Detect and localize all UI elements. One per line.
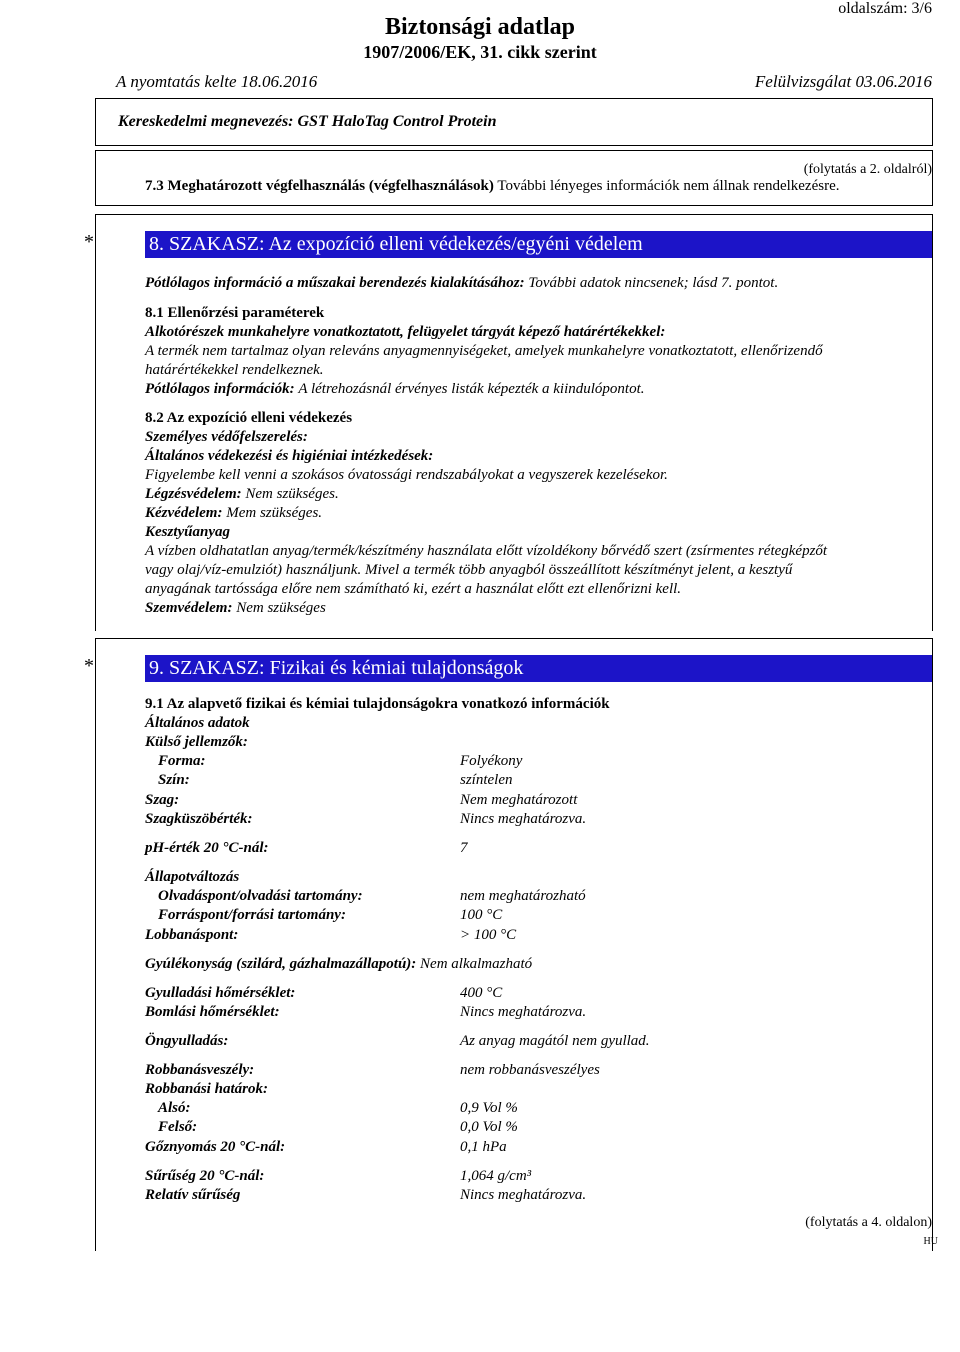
flash-point-value: > 100 °C [460,927,517,943]
hygiene-heading: Általános védekezési és higiéniai intézkedések: [145,448,434,464]
section-8-2-title: 8.2 Az expozíció elleni védekezés [145,410,353,426]
color-label: Szín: [158,772,190,788]
relative-density-value: Nincs meghatározva. [460,1187,587,1203]
revision-star: * [84,231,94,253]
section-8-1-subtitle: Alkotórészek munkahelyre vonatkoztatott, felügyelet tárgyát képező határértékekkel: [145,324,666,340]
page-number: oldalszám: 3/6 [838,0,932,17]
boiling-point-label: Forráspont/forrási tartomány: [158,907,346,923]
continued-to: (folytatás a 4. oldalon) [805,1215,932,1230]
relative-density-label: Relatív sűrűség [145,1187,241,1203]
self-ignition-value: Az anyag magától nem gyullad. [460,1033,650,1049]
document-subtitle: 1907/2006/EK, 31. cikk szerint [363,42,597,62]
tech-info: Pótlólagos információ a műszakai berendezés kialakításához: További adatok nincsenek; lásd 7. pontot. [145,275,779,291]
ph-value: 7 [460,840,468,856]
section-9-1-title: 9.1 Az alapvető fizikai és kémiai tulajdonságokra vonatkozó információk [145,696,610,712]
ignition-temp-value: 400 °C [460,985,503,1001]
print-date: A nyomtatás kelte 18.06.2016 [116,72,318,91]
appearance-heading: Külső jellemzők: [145,734,248,750]
upper-limit-value: 0,0 Vol % [460,1119,518,1135]
state-change-heading: Állapotváltozás [145,869,240,885]
section8-heading: 8. SZAKASZ: Az expozíció elleni védekezés/egyéni védelem [145,231,932,258]
document-title: Biztonsági adatlap [384,14,576,40]
respiratory-protection: Légzésvédelem: Nem szükséges. [145,486,339,502]
upper-limit-label: Felső: [158,1119,198,1135]
melting-point-label: Olvadáspont/olvadási tartomány: [158,888,363,904]
section-8-1-text: A termék nem tartalmaz olyan releváns anyagmennyiségeket, amelyek munkahelyre vonatkoztatott, ellenőrizendő [145,343,823,359]
section7-continuation-box [95,150,933,206]
hygiene-text: Figyelembe kell venni a szokásos óvatossági rendszabályokat a vegyszerek kezelésekor. [145,467,668,483]
section-7-3: 7.3 Meghatározott végfelhasználás (végfelhasználások) További lényeges információk nem állnak rendelkezésre. [145,178,840,194]
explosion-limits-heading: Robbanási határok: [145,1081,268,1097]
vapor-pressure-label: Gőznyomás 20 °C-nál: [145,1139,286,1155]
trade-name-box [95,98,933,146]
odor-threshold-value: Nincs meghatározva. [460,811,587,827]
form-value: Folyékony [460,753,523,769]
glove-material-text-2: vagy olaj/víz-emulziót) használjunk. Mivel a termék több anyagból összeállított készítményt jelent, a kesztyű [145,562,793,578]
lower-limit-label: Alsó: [158,1100,191,1116]
boiling-point-value: 100 °C [460,907,503,923]
decomposition-temp-label: Bomlási hőmérséklet: [145,1004,280,1020]
density-value: 1,064 g/cm³ [460,1168,532,1184]
self-ignition-label: Öngyulladás: [145,1033,229,1049]
section9-heading: 9. SZAKASZ: Fizikai és kémiai tulajdonságok [145,655,932,682]
decomposition-temp-value: Nincs meghatározva. [460,1004,587,1020]
ph-label: pH-érték 20 °C-nál: [145,840,269,856]
odor-label: Szag: [145,792,180,808]
explosion-danger-value: nem robbanásveszélyes [460,1062,600,1078]
color-value: színtelen [460,772,513,788]
glove-material-text-3: anyagának tartóssága előre nem számítható ki, ezért a használat előtt ezt ellenőrizni kell. [145,581,682,597]
general-info: Általános adatok [145,715,250,731]
eye-protection: Szemvédelem: Nem szükséges [145,600,326,616]
odor-threshold-label: Szagküszöbérték: [145,811,253,827]
section-8-1-text-cont: határértékekkel rendelkeznek. [145,362,324,378]
hand-protection: Kézvédelem: Mem szükséges. [145,505,323,521]
flammability: Gyúlékonyság (szilárd, gázhalmazállapotú): Nem alkalmazható [145,956,533,972]
melting-point-value: nem meghatározható [460,888,586,904]
ignition-temp-label: Gyulladási hőmérséklet: [145,985,296,1001]
glove-material-heading: Kesztyűanyag [145,524,231,540]
odor-value: Nem meghatározott [460,792,578,808]
lower-limit-value: 0,9 Vol % [460,1100,518,1116]
trade-name-line: Kereskedelmi megnevezés: GST HaloTag Control Protein [118,113,497,130]
revision-date: Felülvizsgálat 03.06.2016 [754,72,932,91]
explosion-danger-label: Robbanásveszély: [145,1062,255,1078]
revision-star: * [84,655,94,677]
section-8-1-additional: Pótlólagos információk: A létrehozásnál érvényes listák képezték a kiindulópontot. [145,381,645,397]
ppe-heading: Személyes védőfelszerelés: [145,429,308,445]
glove-material-text-1: A vízben oldhatatlan anyag/termék/készítmény használata előtt vízoldékony bőrvédő szert (zsírmentes rétegképzőt [145,543,828,559]
section-8-1-title: 8.1 Ellenőrzési paraméterek [145,305,325,321]
language-code: HU [923,1236,938,1247]
flash-point-label: Lobbanáspont: [145,927,239,943]
vapor-pressure-value: 0,1 hPa [460,1139,507,1155]
density-label: Sűrűség 20 °C-nál: [145,1168,265,1184]
form-label: Forma: [158,753,206,769]
continued-from: (folytatás a 2. oldalról) [803,162,932,177]
